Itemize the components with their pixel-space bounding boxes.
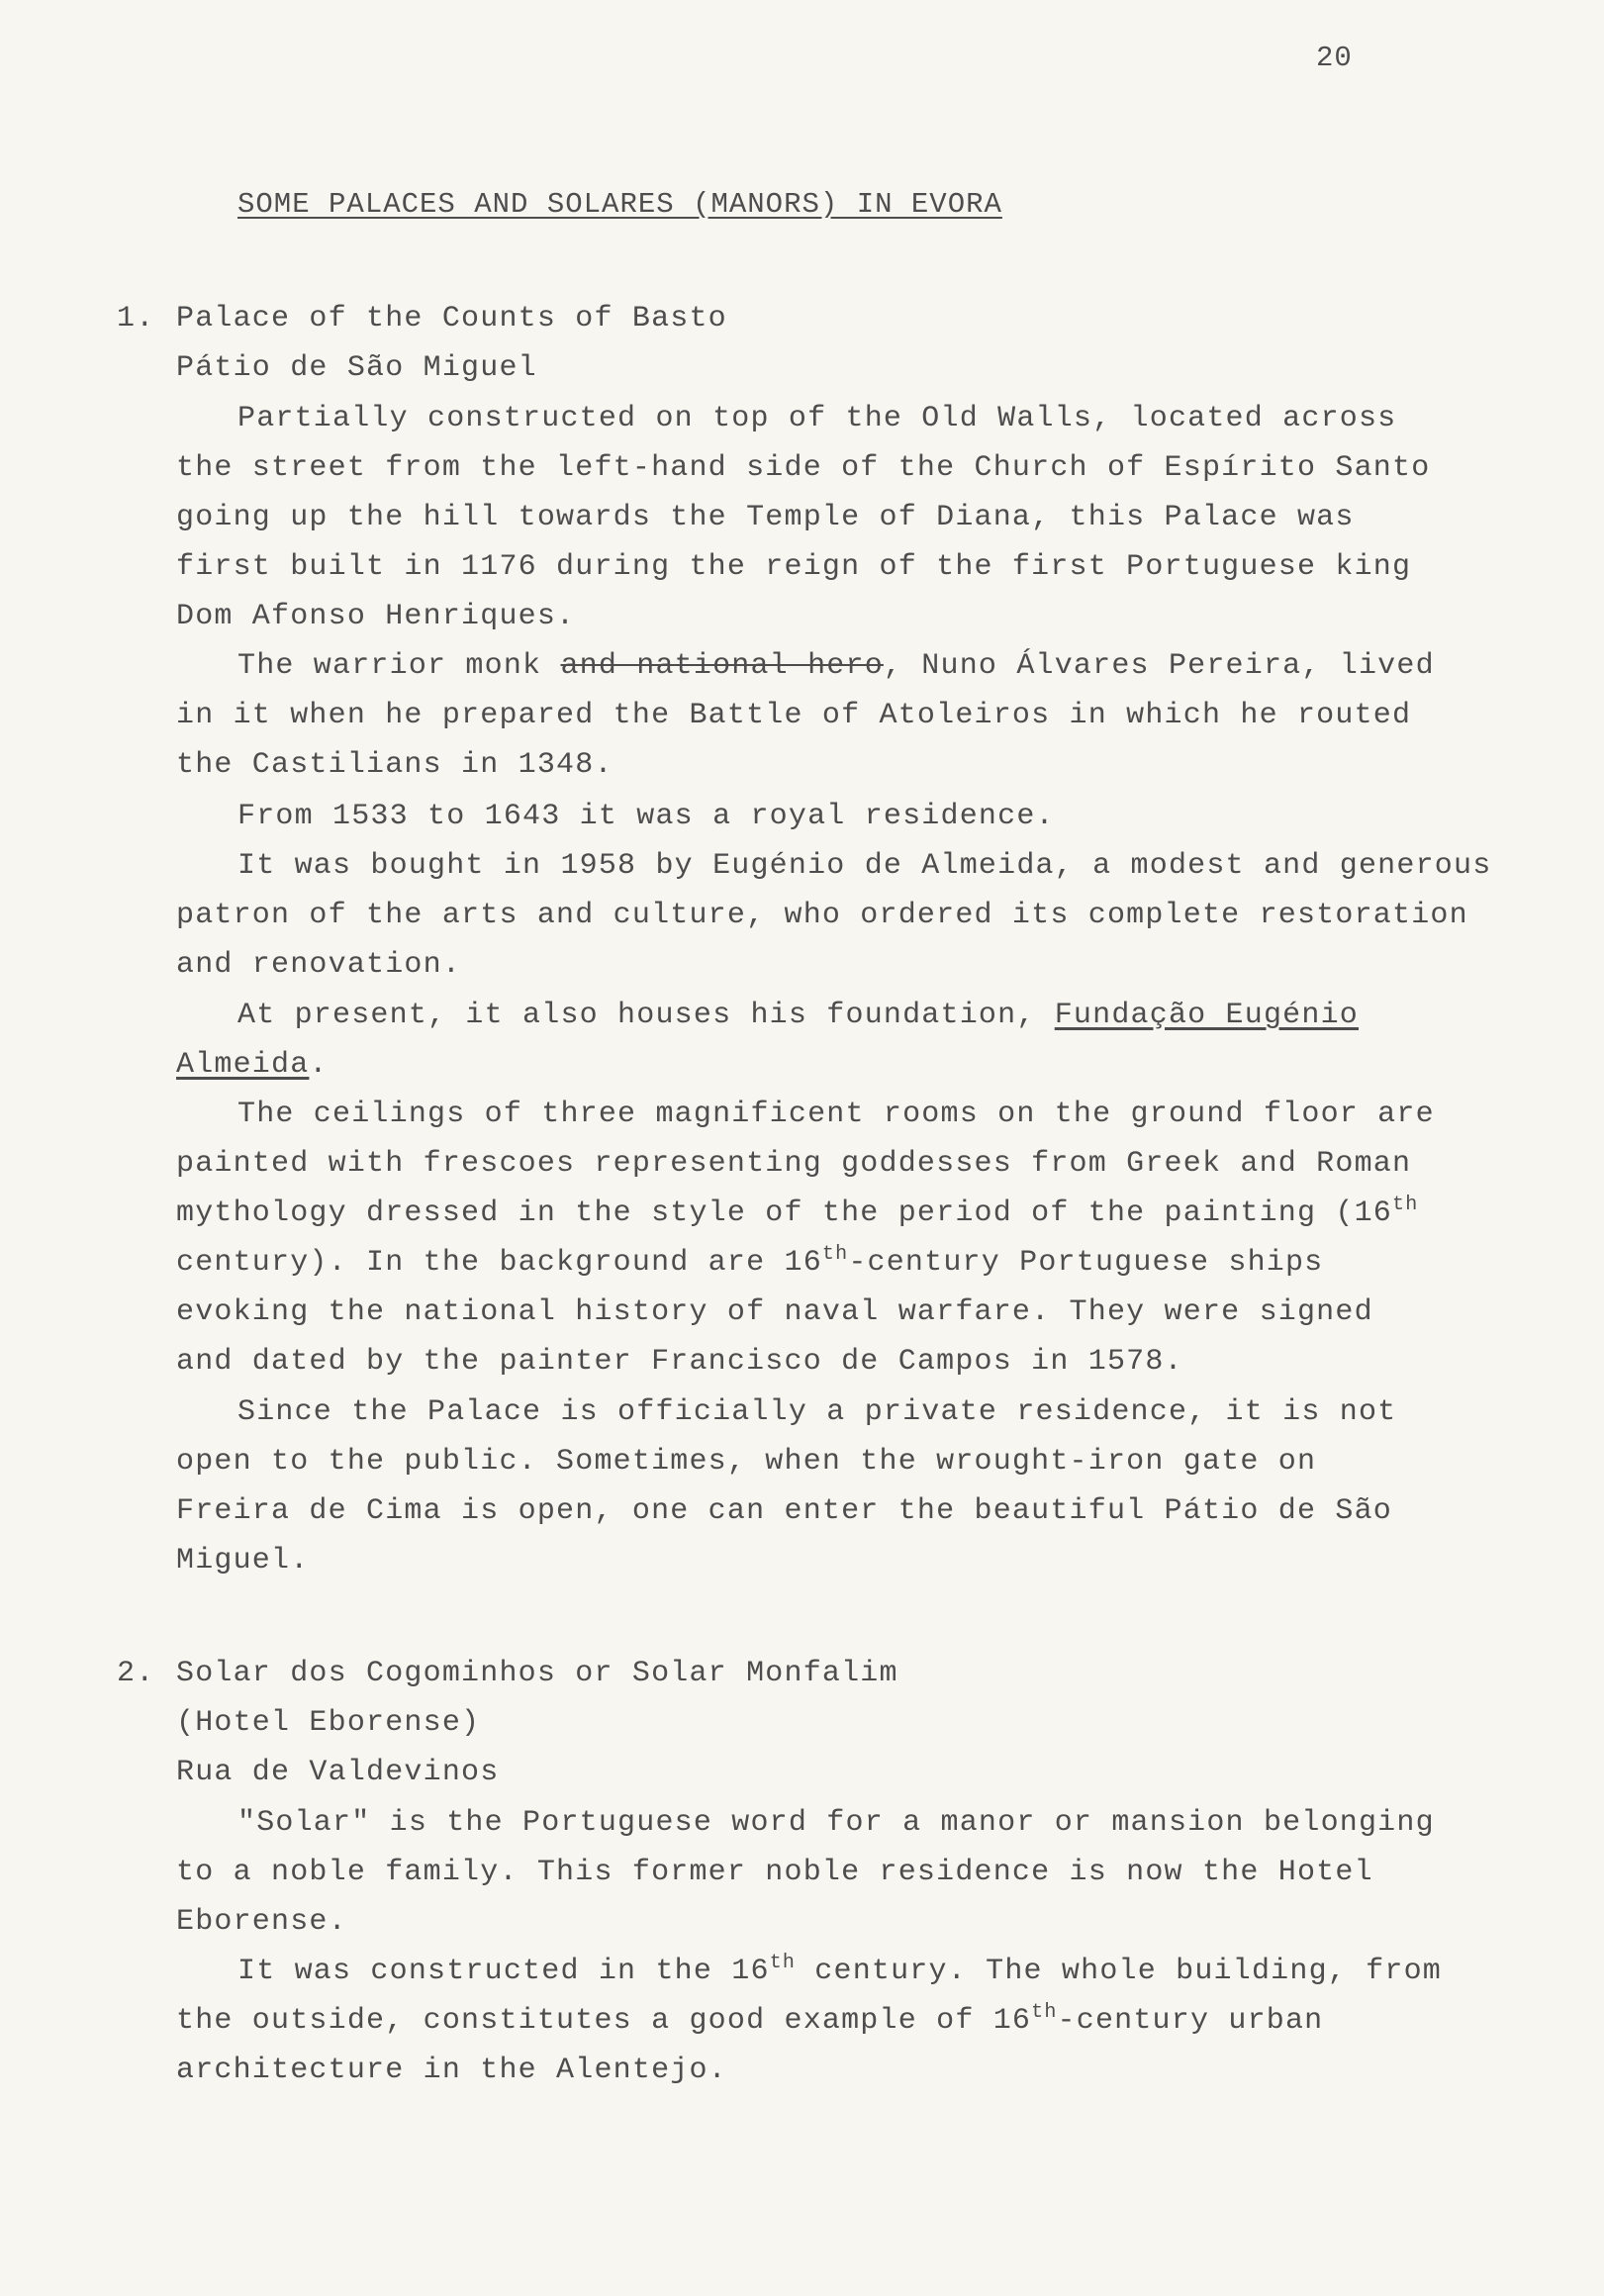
paragraph-line: Miguel. (176, 1544, 310, 1578)
paragraph-line: first built in 1176 during the reign of the first Portuguese king (176, 550, 1412, 584)
section-address: Rua de Valdevinos (176, 1756, 500, 1789)
section-heading: Solar dos Cogominhos or Solar Monfalim (176, 1657, 898, 1690)
superscript: th (769, 1952, 797, 1974)
paragraph-line (237, 1952, 1442, 1991)
paragraph-line: the Castilians in 1348. (176, 748, 613, 782)
superscript: th (1392, 1194, 1419, 1216)
section-address: Pátio de São Miguel (176, 351, 537, 385)
paragraph-line (237, 996, 1359, 1035)
section-number: 2. (117, 1657, 155, 1690)
section-heading: Palace of the Counts of Basto (176, 302, 727, 335)
paragraph-line: Dom Afonso Henriques. (176, 600, 576, 633)
paragraph-line: the street from the left-hand side of the Church of Espírito Santo (176, 451, 1431, 485)
paragraph-line (176, 1194, 1418, 1233)
superscript: th (821, 1243, 849, 1266)
paragraph-line: It was bought in 1958 by Eugénio de Almeida, a modest and generous (237, 849, 1492, 883)
text-fragment: the outside, constitutes a good example of 16 (176, 2004, 1032, 2038)
page-title: SOME PALACES AND SOLARES (MANORS) IN EVORA (237, 188, 1002, 221)
text-fragment: , Nuno Álvares Pereira, lived (883, 649, 1435, 683)
paragraph-line (176, 1243, 1323, 1283)
paragraph-line: going up the hill towards the Temple of Diana, this Palace was (176, 501, 1355, 534)
foundation-name: Fundação Eugénio (1054, 999, 1359, 1032)
text-fragment: mythology dressed in the style of the period of the painting (16 (176, 1196, 1392, 1230)
paragraph-line: Since the Palace is officially a private residence, it is not (237, 1395, 1397, 1429)
text-fragment: century). In the background are 16 (176, 1246, 822, 1280)
foundation-name: Almeida (176, 1048, 310, 1082)
section-number: 1. (117, 302, 155, 335)
paragraph-line: open to the public. Sometimes, when the wrought-iron gate on (176, 1445, 1317, 1479)
text-fragment: The warrior monk (237, 649, 542, 683)
page-number: 20 (1316, 42, 1353, 74)
text-fragment: At present, it also houses his foundation, (237, 999, 1036, 1032)
superscript: th (1031, 2001, 1058, 2024)
paragraph-line: architecture in the Alentejo. (176, 2054, 727, 2087)
struck-text: and national hero (560, 649, 884, 683)
paragraph-line: patron of the arts and culture, who ordered its complete restoration (176, 899, 1468, 932)
paragraph-line: painted with frescoes representing goddesses from Greek and Roman (176, 1147, 1412, 1181)
paragraph-line: Eborense. (176, 1905, 347, 1939)
paragraph-line: Freira de Cima is open, one can enter the beautiful Pátio de São (176, 1494, 1392, 1528)
paragraph-line (176, 2001, 1323, 2041)
paragraph-line: Partially constructed on top of the Old Walls, located across (237, 402, 1397, 435)
paragraph-line: From 1533 to 1643 it was a royal residence. (237, 800, 1055, 833)
paragraph-line: evoking the national history of naval warfare. They were signed (176, 1295, 1373, 1329)
text-fragment: It was constructed in the 16 (237, 1955, 770, 1988)
paragraph-line: to a noble family. This former noble residence is now the Hotel (176, 1856, 1373, 1889)
paragraph-line (176, 1045, 329, 1085)
text-fragment: century. The whole building, from (796, 1955, 1442, 1988)
text-fragment: -century urban (1057, 2004, 1324, 2038)
paragraph-line: and renovation. (176, 948, 462, 982)
text-fragment: -century Portuguese ships (848, 1246, 1324, 1280)
paragraph-line: "Solar" is the Portuguese word for a manor or mansion belonging (237, 1806, 1435, 1840)
section-subtitle: (Hotel Eborense) (176, 1706, 481, 1740)
text-fragment: . (309, 1048, 329, 1082)
paragraph-line (237, 646, 1435, 686)
paragraph-line: in it when he prepared the Battle of Atoleiros in which he routed (176, 699, 1412, 732)
paragraph-line: and dated by the painter Francisco de Campos in 1578. (176, 1345, 1183, 1379)
paragraph-line: The ceilings of three magnificent rooms on the ground floor are (237, 1098, 1435, 1131)
